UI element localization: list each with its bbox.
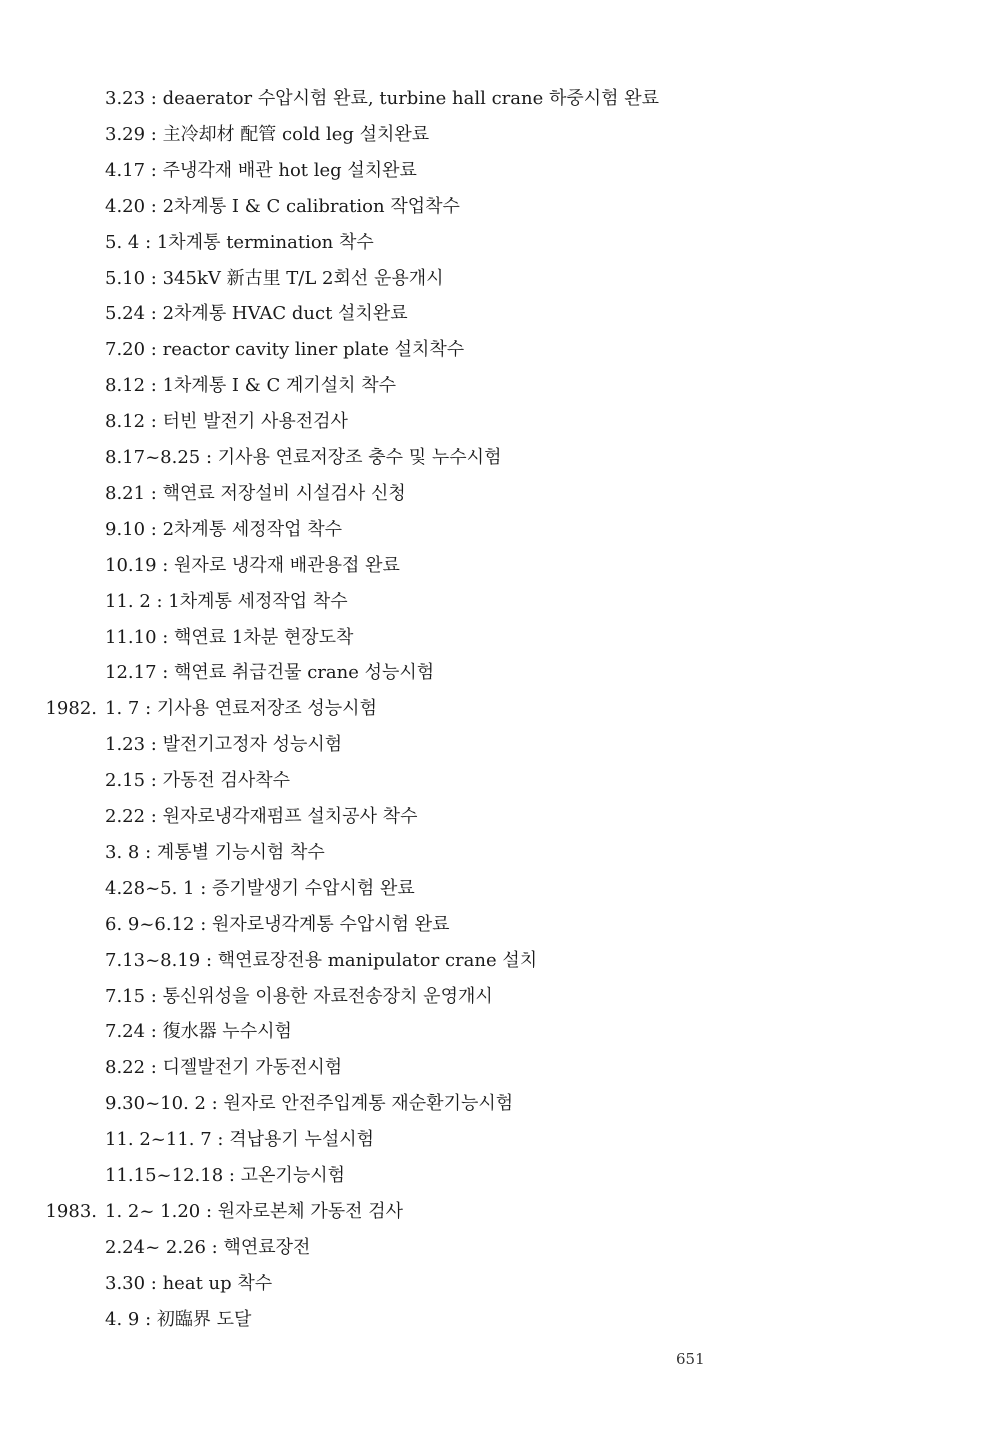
chronology-entry: [105, 878, 415, 900]
entry-text: 2.22 : 원자로냉각재펌프 설치공사 착수: [105, 806, 418, 827]
entry-text: 11. 2 : 1차계통 세정작업 착수: [105, 590, 348, 612]
chronology-entry: [105, 232, 374, 254]
entry-text: 11.15~12.18 : 고온기능시험: [105, 1165, 345, 1186]
chronology-entry: [105, 627, 353, 649]
chronology-entry: [105, 1273, 272, 1295]
chronology-entry: [105, 1021, 292, 1043]
entry-text: 5. 4 : 1차계통 termination 착수: [105, 231, 374, 253]
chronology-entry: [105, 519, 342, 541]
entry-text: 4.17 : 주냉각재 배관 hot leg 설치완료: [105, 159, 417, 181]
entry-text: 11.10 : 핵연료 1차분 현장도착: [105, 626, 354, 648]
chronology-entry: [105, 268, 444, 290]
entry-text: 5.24 : 2차계통 HVAC duct 설치완료: [105, 303, 408, 325]
entry-text: 7.15 : 통신위성을 이용한 자료전송장치 운영개시: [105, 985, 493, 1007]
chronology-entry: [105, 806, 417, 828]
entry-text: 4.20 : 2차계통 I & C calibration 작업착수: [105, 195, 460, 217]
entry-text: 1. 2~ 1.20 : 원자로본체 가동전 검사: [105, 1200, 404, 1222]
chronology-entry: [105, 160, 417, 182]
entry-text: 8.21 : 핵연료 저장설비 시설검사 신청: [105, 482, 406, 504]
chronology-entry: [105, 591, 348, 613]
chronology-entry: [105, 770, 290, 792]
chronology-entry: [105, 1237, 310, 1259]
entry-text: 1.23 : 발전기고정자 성능시험: [105, 734, 343, 756]
chronology-entry: [105, 124, 429, 146]
entry-text: 3.23 : deaerator 수압시험 완료, turbine hall crane 하중시험 완료: [105, 88, 660, 109]
chronology-entry: [105, 1309, 251, 1331]
chronology-entry: [105, 196, 460, 218]
chronology-entry: [105, 1057, 342, 1079]
entry-text: 7.13~8.19 : 핵연료장전용 manipulator crane 설치: [105, 949, 538, 971]
chronology-entry: [45, 698, 377, 720]
chronology-entry: [45, 1200, 404, 1223]
chronology-entry: [105, 375, 396, 397]
entry-text: 9.10 : 2차계통 세정작업 착수: [105, 518, 342, 540]
chronology-entry: [105, 483, 406, 505]
chronology-entry: [105, 88, 659, 110]
chronology-entry: [105, 447, 501, 469]
entry-text: 8.17~8.25 : 기사용 연료저장조 충수 및 누수시험: [105, 447, 502, 468]
entry-text: 8.12 : 터빈 발전기 사용전검사: [105, 411, 348, 433]
entry-text: 8.12 : 1차계통 I & C 계기설치 착수: [105, 375, 397, 397]
entry-text: 4. 9 : 初臨界 도달: [105, 1308, 252, 1330]
entry-text: 10.19 : 원자로 냉각재 배관용접 완료: [105, 554, 400, 576]
chronology-entry: [105, 411, 348, 433]
entry-text: 8.22 : 디젤발전기 가동전시험: [105, 1057, 343, 1079]
entry-text: 2.15 : 가동전 검사착수: [105, 770, 291, 792]
chronology-entry: [105, 950, 537, 972]
entry-text: 7.20 : reactor cavity liner plate 설치착수: [105, 339, 465, 361]
entry-text: 3.30 : heat up 착수: [105, 1272, 273, 1294]
chronology-entry: [105, 914, 450, 936]
chronology-entry: [105, 1129, 374, 1151]
entry-text: 4.28~5. 1 : 증기발생기 수압시험 완료: [105, 877, 415, 899]
chronology-entry: [105, 986, 493, 1008]
entry-text: 5.10 : 345kV 新古里 T/L 2회선 운용개시: [105, 267, 444, 289]
chronology-entry: [105, 555, 400, 577]
entry-year: 1983.: [45, 1200, 97, 1222]
chronology-entry: [105, 662, 434, 684]
chronology-entry: [105, 1093, 513, 1115]
chronology-entry: [105, 1165, 345, 1187]
entry-text: 6. 9~6.12 : 원자로냉각계통 수압시험 완료: [105, 913, 450, 935]
entry-text: 1. 7 : 기사용 연료저장조 성능시험: [105, 698, 377, 720]
page-number: 651: [676, 1350, 705, 1368]
entry-text: 3. 8 : 계통별 기능시험 착수: [105, 841, 325, 863]
entry-text: 3.29 : 主冷却材 配管 cold leg 설치완료: [105, 123, 430, 145]
chronology-entry: [105, 303, 408, 325]
entry-year: 1982.: [45, 698, 97, 720]
entry-text: 2.24~ 2.26 : 핵연료장전: [105, 1236, 311, 1258]
entry-text: 7.24 : 復水器 누수시험: [105, 1021, 292, 1043]
chronology-entry: [105, 842, 325, 864]
entry-text: 11. 2~11. 7 : 격납용기 누설시험: [105, 1129, 375, 1151]
chronology-entry: [105, 734, 342, 756]
entry-text: 9.30~10. 2 : 원자로 안전주입계통 재순환기능시험: [105, 1093, 514, 1115]
entry-text: 12.17 : 핵연료 취급건물 crane 성능시험: [105, 662, 435, 684]
chronology-entry: [105, 339, 464, 361]
